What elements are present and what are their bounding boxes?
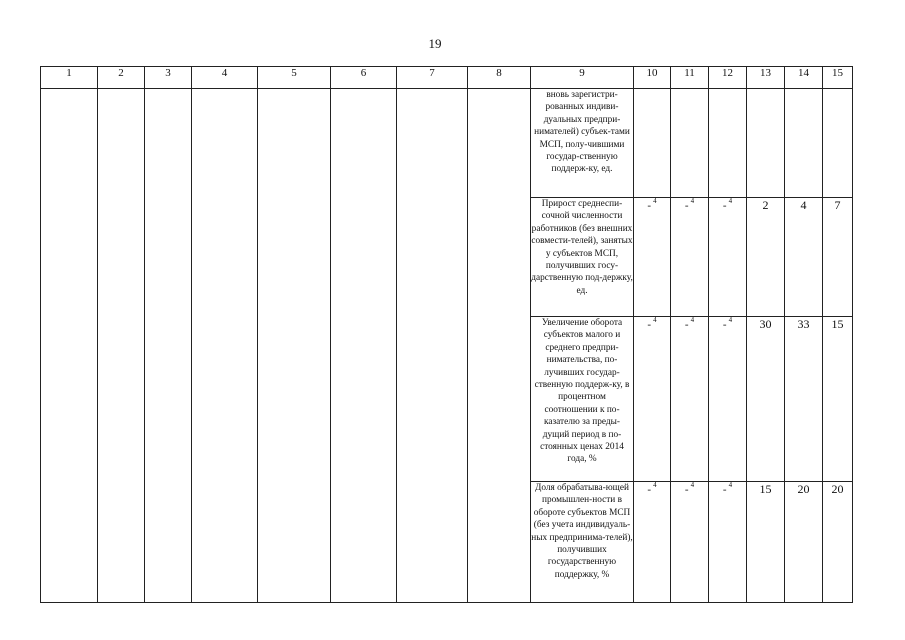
column-header: 1 bbox=[41, 67, 98, 89]
value-cell: 15 bbox=[823, 317, 853, 482]
value-cell bbox=[785, 89, 823, 198]
empty-cell bbox=[145, 89, 192, 603]
dash-cell bbox=[634, 482, 671, 603]
value-cell: 7 bbox=[823, 198, 853, 317]
footnote-mark: 4 bbox=[690, 481, 695, 489]
dash-cell bbox=[709, 482, 747, 603]
dash-mark: - bbox=[647, 318, 652, 331]
indicator-description: Доля обрабатыва-ющей промышлен-ности в обороте субъектов МСП (без учета индивидуаль-ных предпринима-телей), получивших государственную поддержку, % bbox=[531, 482, 634, 603]
column-header: 12 bbox=[709, 67, 747, 89]
empty-cell bbox=[468, 89, 531, 603]
empty-cell bbox=[258, 89, 331, 603]
dash-cell bbox=[709, 198, 747, 317]
dash-cell bbox=[671, 198, 709, 317]
indicator-description: Прирост среднеспи-сочной численности работников (без внешних совмести-телей), занятых у субъектов МСП, получивших госу-дарственную под-держку, ед. bbox=[531, 198, 634, 317]
column-header: 8 bbox=[468, 67, 531, 89]
dash-mark: - bbox=[722, 318, 727, 331]
footnote-mark: 4 bbox=[690, 197, 695, 205]
table-row bbox=[41, 89, 853, 198]
footnote-mark: 4 bbox=[728, 481, 733, 489]
footnote-mark: 4 bbox=[653, 197, 657, 205]
column-header: 9 bbox=[531, 67, 634, 89]
footnote-mark: 4 bbox=[690, 316, 695, 324]
column-header: 5 bbox=[258, 67, 331, 89]
dash-mark: - bbox=[647, 483, 652, 496]
value-cell: 20 bbox=[823, 482, 853, 603]
value-cell bbox=[823, 89, 853, 198]
empty-cell bbox=[192, 89, 258, 603]
footnote-mark: 4 bbox=[653, 316, 657, 324]
dash-cell bbox=[671, 482, 709, 603]
column-header: 6 bbox=[331, 67, 397, 89]
header-row bbox=[41, 67, 853, 89]
dash-mark: - bbox=[684, 318, 689, 331]
footnote-mark: 4 bbox=[728, 316, 733, 324]
column-header: 15 bbox=[823, 67, 853, 89]
footnote-mark: 4 bbox=[728, 197, 733, 205]
indicator-description: Увеличение оборота субъектов малого и среднего предпри-нимательства, по-лучивших государ-ственную поддерж-ку, в процентном соотношении к по-казателю за преды-дущий период в по-стоянных ценах 2014 года, % bbox=[531, 317, 634, 482]
dash-cell bbox=[634, 317, 671, 482]
empty-cell bbox=[41, 89, 98, 603]
column-header: 10 bbox=[634, 67, 671, 89]
dash-cell bbox=[709, 317, 747, 482]
indicator-description: вновь зарегистри-рованных индиви-дуальных предпри-нимателей) субъек-тами МСП, полу-чившими государ-ственную поддерж-ку, ед. bbox=[531, 89, 634, 198]
empty-cell bbox=[331, 89, 397, 603]
column-header: 3 bbox=[145, 67, 192, 89]
value-cell bbox=[747, 89, 785, 198]
dash-mark: - bbox=[722, 483, 727, 496]
column-header: 11 bbox=[671, 67, 709, 89]
value-cell: 33 bbox=[785, 317, 823, 482]
value-cell bbox=[709, 89, 747, 198]
dash-mark: - bbox=[684, 483, 689, 496]
value-cell: 2 bbox=[747, 198, 785, 317]
column-header: 2 bbox=[98, 67, 145, 89]
column-header: 4 bbox=[192, 67, 258, 89]
value-cell: 4 bbox=[785, 198, 823, 317]
value-cell: 20 bbox=[785, 482, 823, 603]
column-header: 13 bbox=[747, 67, 785, 89]
page-number: 19 bbox=[428, 36, 442, 51]
dash-cell bbox=[634, 198, 671, 317]
dash-cell bbox=[671, 317, 709, 482]
empty-cell bbox=[397, 89, 468, 603]
empty-cell bbox=[98, 89, 145, 603]
indicators-table bbox=[40, 66, 853, 603]
value-cell bbox=[671, 89, 709, 198]
dash-mark: - bbox=[722, 199, 727, 212]
footnote-mark: 4 bbox=[653, 481, 657, 489]
value-cell bbox=[634, 89, 671, 198]
dash-mark: - bbox=[684, 199, 689, 212]
value-cell: 30 bbox=[747, 317, 785, 482]
dash-mark: - bbox=[647, 199, 652, 212]
column-header: 7 bbox=[397, 67, 468, 89]
value-cell: 15 bbox=[747, 482, 785, 603]
column-header: 14 bbox=[785, 67, 823, 89]
